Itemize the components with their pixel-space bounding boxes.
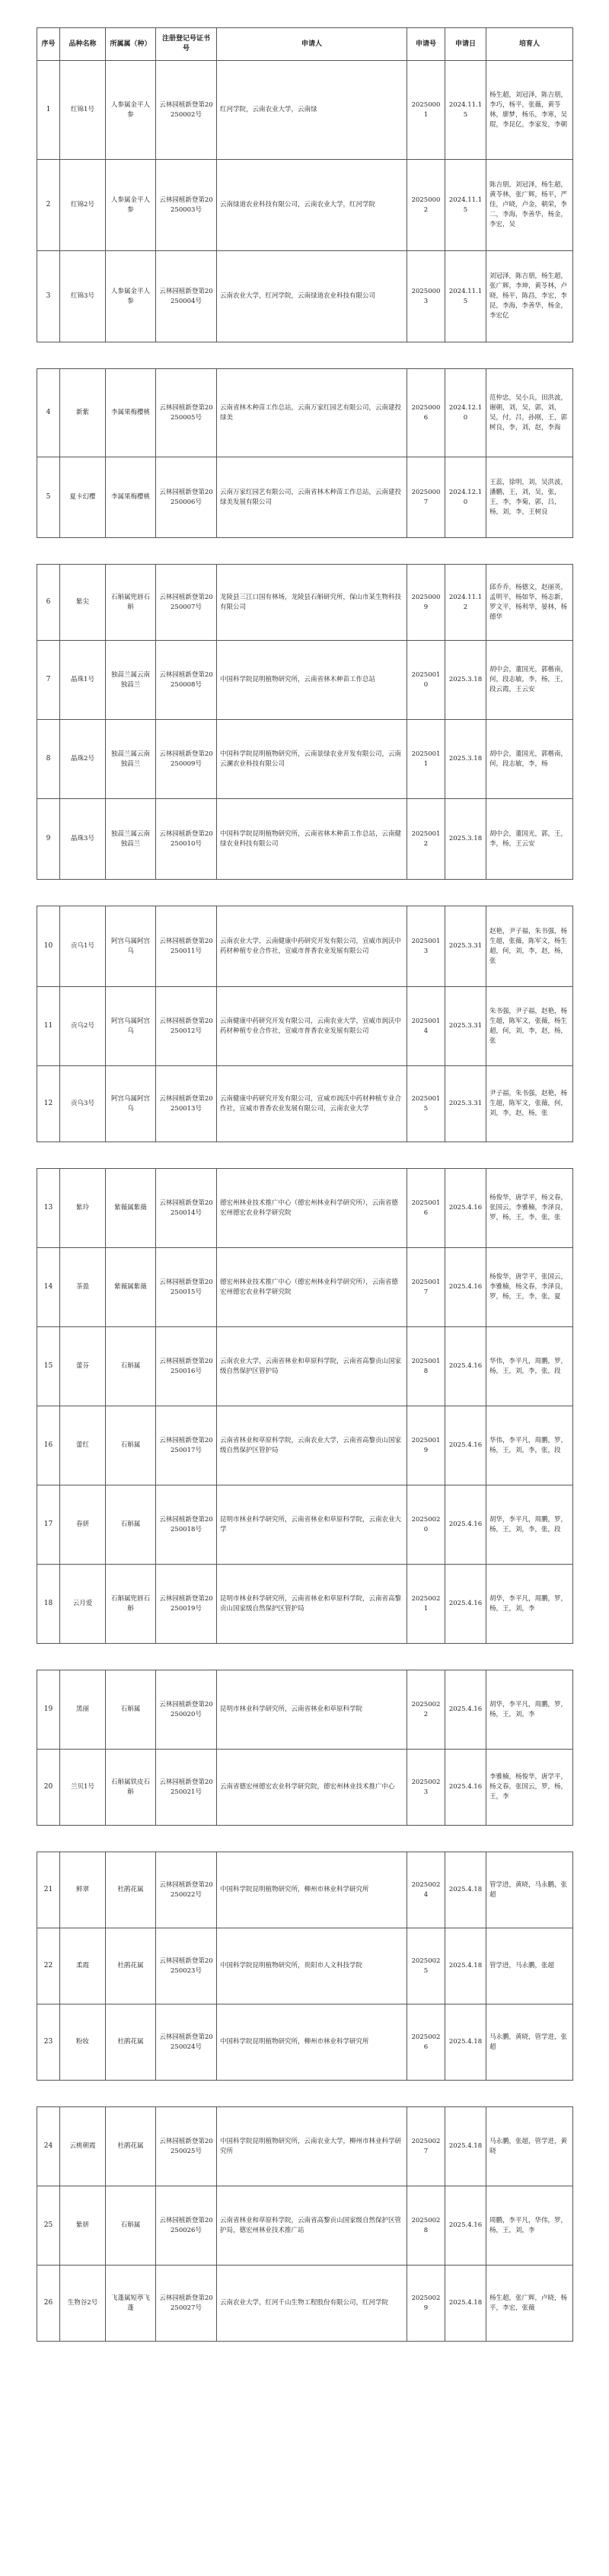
header-application-no: 申请号 (407, 28, 445, 61)
cell-seq: 16 (37, 1406, 60, 1485)
cell-applicant: 云南农业大学，红河千山生物工程股份有限公司，红河学院 (217, 2266, 407, 2342)
cell-applicant: 云南健康中药研究开发有限公司，宣威市润沃中药材种植专业合作社，宣威市普香农业发展有限公司，云南农业大学 (217, 1066, 407, 1142)
cell-variety-name: 兰贝1号 (60, 1750, 106, 1826)
cell-seq: 1 (37, 61, 60, 160)
table-row (37, 369, 573, 457)
cell-application-date: 2025.4.18 (445, 2107, 486, 2186)
cell-variety-name: 柔霞 (60, 1928, 106, 2004)
cell-applicant: 红河学院，云南农业大学，云南绿 (217, 61, 407, 160)
cell-application-date: 2025.4.18 (445, 1928, 486, 2004)
cell-variety-name: 茶盈 (60, 1248, 106, 1327)
cell-genus: 杜鹃花属 (106, 1928, 156, 2004)
cell-breeders: 陈吉朋，刘冠泽，杨生超，黄苓林，张广辉，杨平，严佳，卢晓，卢金，朝荣，李二，李海，李善华，杨金，李宏，吴 (486, 160, 573, 251)
cell-seq: 26 (37, 2266, 60, 2342)
cell-application-date: 2025.4.16 (445, 1169, 486, 1248)
cell-application-no: 20250010 (407, 641, 445, 720)
table-row (37, 251, 573, 342)
header-applicant: 申请人 (217, 28, 407, 61)
cell-breeders: 胡华，李平凡，周鹏，罗，杨，王，刘，李，张，段 (486, 1485, 573, 1565)
cell-application-no: 20250015 (407, 1066, 445, 1142)
table-row (37, 160, 573, 251)
cell-application-date: 2024.11.15 (445, 61, 486, 160)
cell-application-no: 20250014 (407, 987, 445, 1066)
cell-applicant: 中国科学院昆明植物研究所，云南农业大学，柳州市林业科学研究所 (217, 2107, 407, 2186)
cell-breeders: 杨生超，张广辉，卢晓，杨平，李宏，张薇 (486, 2266, 573, 2342)
cell-applicant: 云南农业大学，云南健康中药研究开发有限公司，宣威市润沃中药材种植专业合作社，宣威市普香农业发展有限公司 (217, 906, 407, 987)
table-row (37, 565, 573, 641)
table-row (37, 1928, 573, 2004)
cell-seq: 7 (37, 641, 60, 720)
cell-application-no: 20250002 (407, 160, 445, 251)
row-gap (37, 1142, 573, 1169)
cell-registration-no: 云林园植新登第20250011号 (156, 906, 217, 987)
cell-registration-no: 云林园植新登第20250019号 (156, 1565, 217, 1644)
cell-genus: 石斛属 (106, 2186, 156, 2266)
cell-variety-name: 新紫 (60, 369, 106, 457)
cell-application-date: 2024.11.12 (445, 565, 486, 641)
cell-registration-no: 云林园植新登第20250016号 (156, 1327, 217, 1406)
cell-variety-name: 云桃朝霞 (60, 2107, 106, 2186)
cell-application-no: 20250011 (407, 720, 445, 799)
cell-breeders: 杨俊华，唐学平，张国云，李雅楠，杨文春，李泽良，罗，杨，王，李，张，夏 (486, 1248, 573, 1327)
cell-application-no: 20250003 (407, 251, 445, 342)
cell-genus: 石斛属铁皮石斛 (106, 1750, 156, 1826)
cell-breeders: 华伟，李平凡，周鹏，罗，杨，王，刘，李，张，段 (486, 1327, 573, 1406)
cell-registration-no: 云林园植新登第20250013号 (156, 1066, 217, 1142)
cell-breeders: 刘冠泽，陈吉朋，杨生超，张广辉，李坤，黄苓林，卢晓，杨平，陈昌，李宏，李昆，李海，李善华，杨金，李宏亿 (486, 251, 573, 342)
cell-breeders: 范仲忠，吴小兵，田洪波，谢朝，刘，吴，郭，刘，吴，付，吕，孙刚，王，郭树良，李，刘，赵，李海 (486, 369, 573, 457)
cell-registration-no: 云林园植新登第20250025号 (156, 2107, 217, 2186)
table-row (37, 2004, 573, 2081)
cell-genus: 阿宫乌属阿宫乌 (106, 1066, 156, 1142)
cell-genus: 独蒜兰属云南独蒜兰 (106, 720, 156, 799)
cell-application-date: 2025.4.16 (445, 1750, 486, 1826)
cell-seq: 14 (37, 1248, 60, 1327)
cell-registration-no: 云林园植新登第20250014号 (156, 1169, 217, 1248)
cell-applicant: 中国科学院昆明植物研究所，柳州市林业科学研究所 (217, 2004, 407, 2081)
header-breeders: 培育人 (486, 28, 573, 61)
cell-breeders: 朱书强，尹子福，赵艳，杨生超，陈军文，张薇，杨生超，何，刘，李，赵，杨，张 (486, 987, 573, 1066)
table-row (37, 799, 573, 880)
cell-breeders: 王蕊，徐明，刘，吴洪波，潘鹏，王，刘，吴，张，王，李，李菊，郭，吕，杨，刘，李，王树良 (486, 457, 573, 538)
table-row (37, 2107, 573, 2186)
cell-application-no: 20250019 (407, 1406, 445, 1485)
cell-variety-name: 蕾芬 (60, 1327, 106, 1406)
cell-genus: 石斛属 (106, 1485, 156, 1565)
cell-applicant: 中国科学院昆明植物研究所，云南省林木种苗工作总站 (217, 641, 407, 720)
cell-seq: 19 (37, 1670, 60, 1750)
cell-variety-name: 晶珠3号 (60, 799, 106, 880)
cell-variety-name: 黑丽 (60, 1670, 106, 1750)
table-row (37, 720, 573, 799)
cell-applicant: 云南绿道农业科技有限公司，云南农业大学，红河学院 (217, 160, 407, 251)
cell-application-no: 20250024 (407, 1852, 445, 1928)
table-row (37, 1670, 573, 1750)
cell-variety-name: 春妍 (60, 1485, 106, 1565)
table-row (37, 1066, 573, 1142)
cell-genus: 李属果梅樱桃 (106, 369, 156, 457)
cell-breeders: 杨俊华，唐学平，杨文春，张国云，李雅楠，李泽良，罗，杨，王，李，张，张 (486, 1169, 573, 1248)
cell-application-date: 2024.12.10 (445, 369, 486, 457)
cell-variety-name: 紫玲 (60, 1169, 106, 1248)
cell-application-no: 20250012 (407, 799, 445, 880)
cell-genus: 李属果梅樱桃 (106, 457, 156, 538)
row-gap (37, 880, 573, 906)
cell-application-date: 2025.4.16 (445, 1565, 486, 1644)
cell-breeders: 马永鹏，黄晓，管学进，张超 (486, 2004, 573, 2081)
cell-registration-no: 云林园植新登第20250005号 (156, 369, 217, 457)
cell-breeders: 胡华，李平凡，周鹏，罗，杨，王，刘，李 (486, 1565, 573, 1644)
cell-application-no: 20250020 (407, 1485, 445, 1565)
cell-application-date: 2025.4.16 (445, 2186, 486, 2266)
cell-variety-name: 蕾红 (60, 1406, 106, 1485)
header-seq: 序号 (37, 28, 60, 61)
cell-breeders: 胡中会，董国光，郭楷南，何，段志敏，李，杨 (486, 720, 573, 799)
header-variety-name: 品种名称 (60, 28, 106, 61)
cell-genus: 紫薇属紫薇 (106, 1248, 156, 1327)
cell-applicant: 中国科学院昆明植物研究所，柳州市林业科学研究所 (217, 1852, 407, 1928)
cell-applicant: 中国科学院昆明植物研究所，贵阳市人文科技学院 (217, 1928, 407, 2004)
table-row (37, 2186, 573, 2266)
cell-seq: 3 (37, 251, 60, 342)
cell-seq: 13 (37, 1169, 60, 1248)
cell-application-date: 2025.3.18 (445, 720, 486, 799)
cell-seq: 24 (37, 2107, 60, 2186)
cell-application-date: 2025.3.18 (445, 799, 486, 880)
cell-genus: 石斛属 (106, 1327, 156, 1406)
cell-seq: 21 (37, 1852, 60, 1928)
cell-application-date: 2025.3.31 (445, 987, 486, 1066)
cell-registration-no: 云林园植新登第20250002号 (156, 61, 217, 160)
cell-breeders: 邱乔乔，杨德文，赵丽英，孟明平，杨如华，杨志新，罗文平，杨利华，晏林，杨德华 (486, 565, 573, 641)
cell-application-date: 2025.4.18 (445, 2266, 486, 2342)
cell-application-date: 2024.11.15 (445, 251, 486, 342)
cell-application-no: 20250013 (407, 906, 445, 987)
cell-registration-no: 云林园植新登第20250021号 (156, 1750, 217, 1826)
cell-variety-name: 贡乌1号 (60, 906, 106, 987)
cell-genus: 石斛属兜唇石斛 (106, 565, 156, 641)
cell-variety-name: 贡乌2号 (60, 987, 106, 1066)
cell-application-date: 2025.4.16 (445, 1670, 486, 1750)
cell-genus: 石斛属兜唇石斛 (106, 1565, 156, 1644)
cell-application-date: 2025.4.16 (445, 1485, 486, 1565)
cell-application-no: 20250022 (407, 1670, 445, 1750)
cell-applicant: 云南万家红园艺有限公司，云南省林木种苗工作总站，云南建投绿美发展有限公司 (217, 457, 407, 538)
cell-application-no: 20250017 (407, 1248, 445, 1327)
table-row (37, 1565, 573, 1644)
cell-variety-name: 晶珠2号 (60, 720, 106, 799)
cell-breeders: 马永鹏，张超，管学进，黄晓 (486, 2107, 573, 2186)
cell-seq: 23 (37, 2004, 60, 2081)
cell-variety-name: 紫尖 (60, 565, 106, 641)
cell-application-date: 2025.4.18 (445, 1852, 486, 1928)
cell-application-no: 20250007 (407, 457, 445, 538)
cell-application-no: 20250027 (407, 2107, 445, 2186)
cell-seq: 6 (37, 565, 60, 641)
cell-registration-no: 云林园植新登第20250023号 (156, 1928, 217, 2004)
cell-applicant: 德宏州林业技术推广中心（德宏州林业科学研究所），云南省德宏州德宏农业科学研究院 (217, 1248, 407, 1327)
cell-application-no: 20250001 (407, 61, 445, 160)
table-row (37, 61, 573, 160)
cell-breeders: 管学进，黄晓，马永鹏，张超 (486, 1852, 573, 1928)
cell-seq: 15 (37, 1327, 60, 1406)
cell-breeders: 管学进，马永鹏，张超 (486, 1928, 573, 2004)
cell-variety-name: 云月爱 (60, 1565, 106, 1644)
cell-registration-no: 云林园植新登第20250024号 (156, 2004, 217, 2081)
cell-application-date: 2025.3.18 (445, 641, 486, 720)
cell-variety-name: 红锦1号 (60, 61, 106, 160)
cell-variety-name: 晶珠1号 (60, 641, 106, 720)
cell-variety-name: 生物谷2号 (60, 2266, 106, 2342)
cell-variety-name: 夏卡幻樱 (60, 457, 106, 538)
cell-application-no: 20250023 (407, 1750, 445, 1826)
cell-registration-no: 云林园植新登第20250017号 (156, 1406, 217, 1485)
cell-applicant: 云南省林业和草原科学院，云南省高黎贡山国家级自然保护区管护局，德宏州林业技术推广站 (217, 2186, 407, 2266)
cell-seq: 17 (37, 1485, 60, 1565)
table-row (37, 1406, 573, 1485)
cell-variety-name: 红锦2号 (60, 160, 106, 251)
cell-genus: 人参属金平人参 (106, 61, 156, 160)
table-row (37, 1750, 573, 1826)
cell-applicant: 龙陵县三江口国有林场，龙陵县石斛研究所，保山市某生物科技有限公司 (217, 565, 407, 641)
header-registration-no: 注册登记号证书号 (156, 28, 217, 61)
cell-application-date: 2025.3.31 (445, 1066, 486, 1142)
cell-registration-no: 云林园植新登第20250012号 (156, 987, 217, 1066)
table-row (37, 1852, 573, 1928)
cell-registration-no: 云林园植新登第20250007号 (156, 565, 217, 641)
cell-applicant: 云南省林业和草原科学院，云南农业大学，云南省高黎贡山国家级自然保护区管护局 (217, 1406, 407, 1485)
cell-registration-no: 云林园植新登第20250006号 (156, 457, 217, 538)
cell-application-no: 20250016 (407, 1169, 445, 1248)
cell-registration-no: 云林园植新登第20250008号 (156, 641, 217, 720)
cell-application-no: 20250021 (407, 1565, 445, 1644)
cell-variety-name: 紫妍 (60, 2186, 106, 2266)
cell-breeders: 李雅楠，杨俊华，唐学平，杨文春，张国云，罗，杨，王，李 (486, 1750, 573, 1826)
cell-application-no: 20250026 (407, 2004, 445, 2081)
cell-genus: 石斛属 (106, 1406, 156, 1485)
cell-seq: 20 (37, 1750, 60, 1826)
cell-genus: 人参属金平人参 (106, 160, 156, 251)
cell-genus: 石斛属 (106, 1670, 156, 1750)
cell-registration-no: 云林园植新登第20250026号 (156, 2186, 217, 2266)
cell-genus: 阿宫乌属阿宫乌 (106, 987, 156, 1066)
cell-genus: 杜鹃花属 (106, 1852, 156, 1928)
cell-breeders: 尹子福，朱书强，赵艳，杨生超，陈军文，张薇，何，刘，李，赵，杨，张 (486, 1066, 573, 1142)
cell-application-no: 20250006 (407, 369, 445, 457)
cell-application-date: 2024.11.15 (445, 160, 486, 251)
table-row (37, 2266, 573, 2342)
table-row (37, 457, 573, 538)
cell-genus: 阿宫乌属阿宫乌 (106, 906, 156, 987)
row-gap (37, 342, 573, 369)
cell-variety-name: 粉妆 (60, 2004, 106, 2081)
cell-applicant: 云南省林木种苗工作总站，云南万家红园艺有限公司，云南建投绿美 (217, 369, 407, 457)
cell-breeders: 赵艳，尹子福，朱书强，杨生超，张薇，陈军文，杨生超，何，刘，李，赵，杨，张 (486, 906, 573, 987)
cell-genus: 紫薇属紫薇 (106, 1169, 156, 1248)
cell-application-date: 2025.4.16 (445, 1327, 486, 1406)
table-row (37, 987, 573, 1066)
cell-registration-no: 云林园植新登第20250022号 (156, 1852, 217, 1928)
cell-registration-no: 云林园植新登第20250010号 (156, 799, 217, 880)
cell-applicant: 云南省德宏州德宏农业科学研究院，德宏州林业技术推广中心 (217, 1750, 407, 1826)
cell-seq: 2 (37, 160, 60, 251)
cell-genus: 独蒜兰属云南独蒜兰 (106, 641, 156, 720)
cell-application-no: 20250029 (407, 2266, 445, 2342)
cell-registration-no: 云林园植新登第20250027号 (156, 2266, 217, 2342)
cell-seq: 22 (37, 1928, 60, 2004)
cell-variety-name: 贡乌3号 (60, 1066, 106, 1142)
cell-applicant: 云南健康中药研究开发有限公司，云南农业大学，宣威市润沃中药材种植专业合作社，宣威市普香农业发展有限公司 (217, 987, 407, 1066)
cell-application-no: 20250028 (407, 2186, 445, 2266)
header-genus: 所属属（种） (106, 28, 156, 61)
table-row (37, 1327, 573, 1406)
cell-application-no: 20250018 (407, 1327, 445, 1406)
cell-seq: 4 (37, 369, 60, 457)
cell-applicant: 云南农业大学，红河学院，云南绿道农业科技有限公司 (217, 251, 407, 342)
table-row (37, 1248, 573, 1327)
cell-seq: 12 (37, 1066, 60, 1142)
cell-registration-no: 云林园植新登第20250015号 (156, 1248, 217, 1327)
cell-application-date: 2025.4.18 (445, 2004, 486, 2081)
cell-application-no: 20250009 (407, 565, 445, 641)
table-row (37, 1485, 573, 1565)
cell-seq: 18 (37, 1565, 60, 1644)
header-application-date: 申请日 (445, 28, 486, 61)
cell-breeders: 胡华，李平凡，周鹏，罗，杨，王，刘，李 (486, 1670, 573, 1750)
cell-applicant: 中国科学院昆明植物研究所，云南景绿农业开发有限公司，云南云澜农业科技有限公司 (217, 720, 407, 799)
cell-genus: 飞蓬属短葶飞蓬 (106, 2266, 156, 2342)
cell-seq: 9 (37, 799, 60, 880)
cell-applicant: 昆明市林业科学研究所，云南省林业和草原科学院，云南省高黎贡山国家级自然保护区管护局 (217, 1565, 407, 1644)
cell-application-date: 2024.12.10 (445, 457, 486, 538)
cell-application-date: 2025.4.16 (445, 1248, 486, 1327)
cell-seq: 11 (37, 987, 60, 1066)
table-header-row (37, 28, 573, 61)
row-gap (37, 2081, 573, 2107)
cell-application-no: 20250025 (407, 1928, 445, 2004)
cell-breeders: 杨生超，刘冠泽，陈吉朋，李巧，杨平，张薇，黄苓林，廖梦，杨乐，李寒，吴琨，李昆亿，李家发，李朝 (486, 61, 573, 160)
cell-registration-no: 云林园植新登第20250018号 (156, 1485, 217, 1565)
table-row (37, 906, 573, 987)
row-gap (37, 538, 573, 565)
cell-application-date: 2025.4.16 (445, 1406, 486, 1485)
cell-applicant: 昆明市林业科学研究所，云南省林业和草原科学院，云南农业大学 (217, 1485, 407, 1565)
table-row (37, 1169, 573, 1248)
cell-seq: 25 (37, 2186, 60, 2266)
cell-application-date: 2025.3.31 (445, 906, 486, 987)
cell-seq: 8 (37, 720, 60, 799)
cell-genus: 杜鹃花属 (106, 2004, 156, 2081)
cell-applicant: 中国科学院昆明植物研究所，云南省林木种苗工作总站，云南健绿农业科技有限公司 (217, 799, 407, 880)
cell-breeders: 华伟，李平凡，周鹏，罗，杨，王，刘，李，张，段 (486, 1406, 573, 1485)
cell-breeders: 胡中会，董国光，郭楷南，何，段志敏，李，杨，王，段云霞，王云安 (486, 641, 573, 720)
cell-variety-name: 鲜翠 (60, 1852, 106, 1928)
cell-registration-no: 云林园植新登第20250020号 (156, 1670, 217, 1750)
cell-variety-name: 红锦3号 (60, 251, 106, 342)
cell-genus: 杜鹃花属 (106, 2107, 156, 2186)
cell-registration-no: 云林园植新登第20250009号 (156, 720, 217, 799)
cell-breeders: 胡中会，董国光，郭，王，李，杨，王云安 (486, 799, 573, 880)
cell-applicant: 昆明市林业科学研究所，云南省林业和草原科学院 (217, 1670, 407, 1750)
cell-applicant: 云南农业大学，云南省林业和草原科学院，云南省高黎贡山国家级自然保护区管护局 (217, 1327, 407, 1406)
cell-breeders: 周鹏，李平凡，华伟，罗，杨，王，刘，李 (486, 2186, 573, 2266)
cell-seq: 10 (37, 906, 60, 987)
cell-seq: 5 (37, 457, 60, 538)
cell-applicant: 德宏州林业技术推广中心（德宏州林业科学研究所），云南省德宏州德宏农业科学研究院 (217, 1169, 407, 1248)
cell-genus: 人参属金平人参 (106, 251, 156, 342)
variety-registry-table (37, 27, 573, 2342)
table-row (37, 641, 573, 720)
cell-registration-no: 云林园植新登第20250004号 (156, 251, 217, 342)
row-gap (37, 1644, 573, 1670)
registry-document (37, 27, 572, 2342)
row-gap (37, 1826, 573, 1852)
cell-genus: 独蒜兰属云南独蒜兰 (106, 799, 156, 880)
cell-registration-no: 云林园植新登第20250003号 (156, 160, 217, 251)
